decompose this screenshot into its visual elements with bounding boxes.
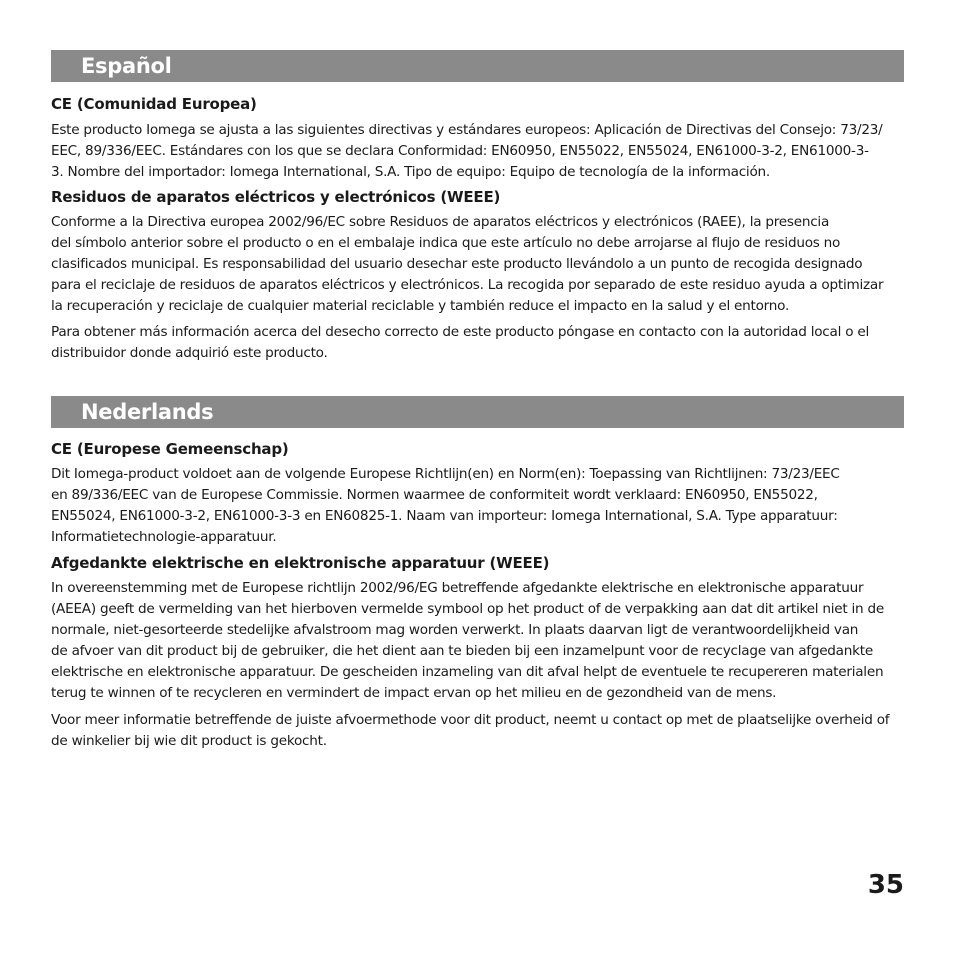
section-title-bar <box>51 396 904 428</box>
section-title: Español <box>81 54 172 78</box>
text-line: en 89/336/EEC van de Europese Commissie. Normen waarmee de conformiteit wordt verklaard: EN60950, EN55022, <box>51 487 818 503</box>
section-title: Nederlands <box>81 400 214 424</box>
text-line: para el reciclaje de residuos de aparatos eléctricos y electrónicos. La recogida por separado de este residuo ayuda a optimizar <box>51 277 884 293</box>
text-line: Este producto Iomega se ajusta a las siguientes directivas y estándares europeos: Aplicación de Directivas del Consejo: 73/23/ <box>51 122 883 138</box>
section-title-bar <box>51 50 904 82</box>
text-line: la recuperación y reciclaje de cualquier material reciclable y también reduce el impacto en la salud y el entorno. <box>51 298 790 314</box>
text-line: Conforme a la Directiva europea 2002/96/EC sobre Residuos de aparatos eléctricos y electrónicos (RAEE), la presencia <box>51 214 830 230</box>
text-line: 3. Nombre del importador: Iomega International, S.A. Tipo de equipo: Equipo de tecnología de la información. <box>51 164 770 180</box>
text-line: de afvoer van dit product bij de gebruiker, die het dient aan te bieden bij een inzamelpunt voor de recyclage van afgedankte <box>51 643 873 659</box>
paragraph-ce <box>51 120 882 183</box>
text-line: Voor meer informatie betreffende de juiste afvoermethode voor dit product, neemt u contact op met de plaatselijke overheid of <box>51 712 890 728</box>
subheading-ce: CE (Europese Gemeenschap) <box>51 440 289 458</box>
text-line: In overeenstemming met de Europese richtlijn 2002/96/EG betreffende afgedankte elektrische en elektronische apparatuur <box>51 580 864 596</box>
paragraph-weee <box>51 578 884 704</box>
text-line: terug te winnen of te recycleren en vermindert de impact ervan op het milieu en de gezondheid van de mens. <box>51 685 777 701</box>
text-line: de winkelier bij wie dit product is gekocht. <box>51 733 327 749</box>
text-line: distribuidor donde adquirió este producto. <box>51 345 328 361</box>
text-line: EN55024, EN61000-3-2, EN61000-3-3 en EN60825-1. Naam van importeur: Iomega International, S.A. Type apparatuur: <box>51 508 838 524</box>
text-line: Dit Iomega-product voldoet aan de volgende Europese Richtlijn(en) en Norm(en): Toepassing van Richtlijnen: 73/23/EEC <box>51 466 840 482</box>
paragraph-weee <box>51 212 883 317</box>
text-line: Informatietechnologie-apparatuur. <box>51 529 277 545</box>
section-nederlands <box>51 396 904 749</box>
text-line: clasificados municipal. Es responsabilidad del usuario desechar este producto llevándolo a un punto de recogida designado <box>51 256 863 272</box>
paragraph-more-info <box>51 710 889 752</box>
text-line: del símbolo anterior sobre el producto o en el embalaje indica que este artículo no debe arrojarse al flujo de residuos no <box>51 235 841 251</box>
section-espanol <box>51 50 904 361</box>
text-line: normale, niet-gesorteerde stedelijke afvalstroom mag worden verwerkt. In plaats daarvan ligt de verantwoordelijkheid van <box>51 622 859 638</box>
page-number: 35 <box>867 870 904 900</box>
text-line: elektrische en elektronische apparatuur. De gescheiden inzameling van dit afval helpt de eventuele te recupereren materialen <box>51 664 884 680</box>
text-line: (AEEA) geeft de vermelding van het hierboven vermelde symbool op het product of de verpakking aan dat dit artikel niet in de <box>51 601 884 617</box>
paragraph-ce <box>51 464 840 548</box>
subheading-ce: CE (Comunidad Europea) <box>51 95 257 113</box>
text-line: EEC, 89/336/EEC. Estándares con los que se declara Conformidad: EN60950, EN55022, EN55024, EN61000-3-2, EN61000-3- <box>51 143 869 159</box>
subheading-weee: Afgedankte elektrische en elektronische apparatuur (WEEE) <box>51 554 550 572</box>
paragraph-more-info <box>51 322 869 364</box>
subheading-weee: Residuos de aparatos eléctricos y electrónicos (WEEE) <box>51 188 501 206</box>
text-line: Para obtener más información acerca del desecho correcto de este producto póngase en contacto con la autoridad local o el <box>51 324 869 340</box>
